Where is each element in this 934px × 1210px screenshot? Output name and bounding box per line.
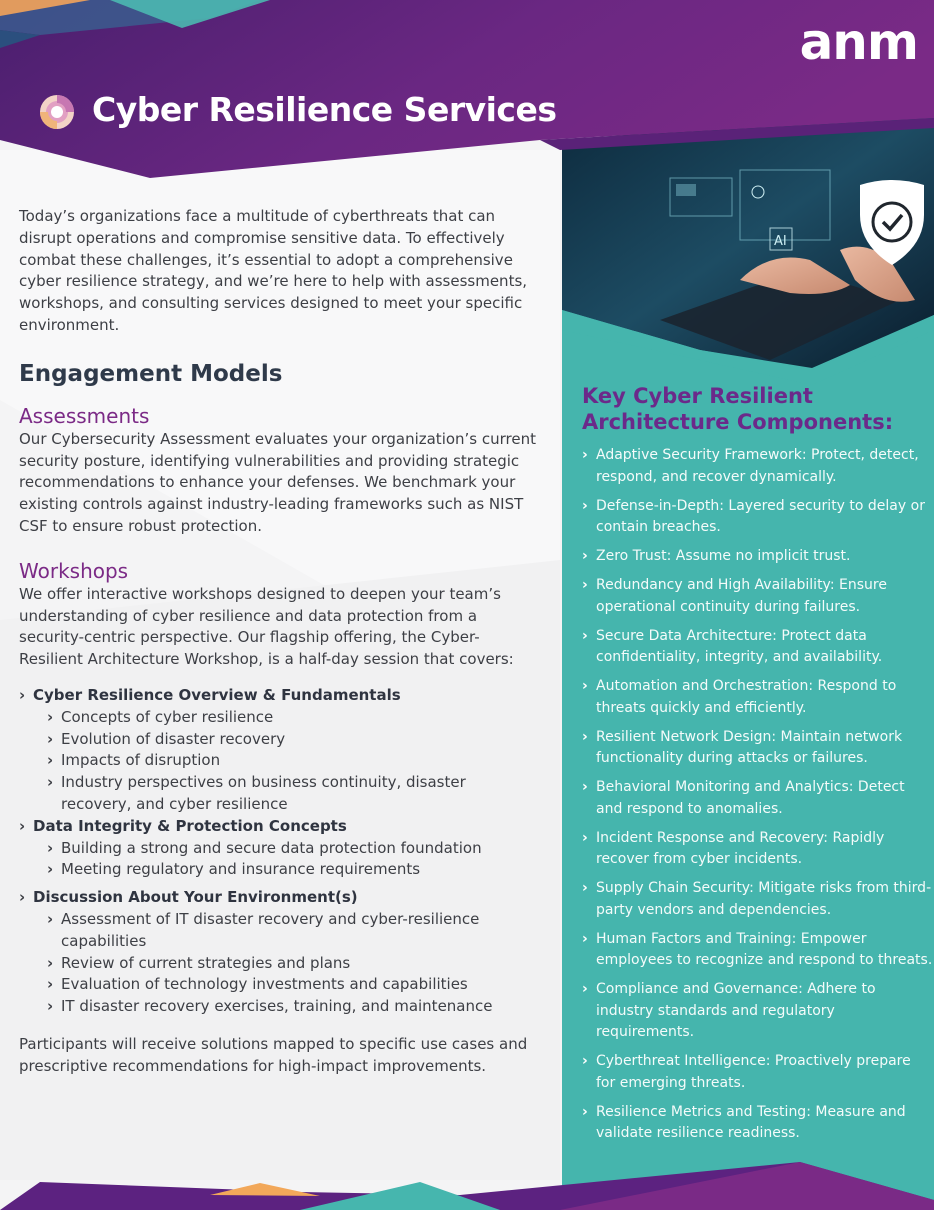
chevron-right-icon: ›	[47, 997, 54, 1016]
chevron-right-icon: ›	[19, 685, 26, 704]
list-item	[47, 707, 539, 729]
topic-title: Data Integrity & Protection Concepts	[33, 816, 347, 835]
list-item-text: IT disaster recovery exercises, training, and maintenance	[61, 997, 493, 1016]
engagement-heading: Engagement Models	[19, 360, 283, 387]
chevron-right-icon: ›	[19, 816, 26, 835]
list-item	[47, 909, 539, 953]
chevron-right-icon: ›	[582, 1103, 588, 1120]
component-text: Redundancy and High Availability: Ensure operational continuity during failures.	[596, 577, 887, 615]
list-item-text: Building a strong and secure data protection foundation	[61, 838, 482, 857]
component-text: Defense-in-Depth: Layered security to delay or contain breaches.	[596, 497, 925, 535]
workshops-title: Workshops	[19, 558, 129, 583]
list-item	[47, 859, 539, 881]
component-item	[582, 676, 934, 719]
component-item	[582, 929, 934, 972]
chevron-right-icon: ›	[582, 880, 588, 896]
brand-logo: anm	[799, 13, 918, 71]
component-item	[582, 626, 934, 669]
component-text: Secure Data Architecture: Protect data confidentiality, integrity, and availability.	[596, 627, 883, 665]
list-item	[47, 974, 539, 996]
chevron-right-icon: ›	[582, 548, 588, 564]
chevron-right-icon: ›	[47, 751, 54, 770]
chevron-right-icon: ›	[47, 975, 54, 994]
left-column	[19, 206, 539, 1078]
chevron-right-icon: ›	[582, 930, 588, 947]
component-item	[582, 575, 934, 618]
component-text: Cyberthreat Intelligence: Proactively prepare for emerging threats.	[596, 1053, 911, 1091]
chevron-right-icon: ›	[582, 447, 588, 463]
topic-item	[19, 816, 539, 881]
components-panel	[582, 383, 934, 1152]
component-item	[582, 878, 934, 921]
component-item	[582, 777, 934, 820]
topic-item	[19, 887, 539, 1018]
component-text: Automation and Orchestration: Respond to threats quickly and efficiently.	[596, 678, 897, 716]
component-text: Supply Chain Security: Mitigate risks from third-party vendors and dependencies.	[596, 880, 932, 918]
components-list	[582, 445, 934, 1145]
chevron-right-icon: ›	[47, 729, 54, 748]
assessments-title: Assessments	[19, 403, 150, 428]
list-item-text: Review of current strategies and plans	[61, 953, 351, 972]
components-title: Key Cyber Resilient Architecture Components:	[582, 384, 894, 434]
topic-title: Cyber Resilience Overview & Fundamentals	[33, 685, 401, 704]
chevron-right-icon: ›	[47, 707, 54, 726]
chevron-right-icon: ›	[582, 497, 588, 514]
list-item	[47, 750, 539, 772]
chevron-right-icon: ›	[47, 860, 54, 879]
component-item	[582, 546, 934, 568]
screen-label: AI	[774, 234, 787, 249]
component-item	[582, 979, 934, 1044]
chevron-right-icon: ›	[19, 888, 26, 907]
component-text: Incident Response and Recovery: Rapidly recover from cyber incidents.	[596, 829, 885, 867]
chevron-right-icon: ›	[582, 678, 588, 694]
component-item	[582, 496, 934, 539]
list-item	[47, 838, 539, 860]
topic-item	[19, 685, 539, 816]
component-item	[582, 1051, 934, 1094]
chevron-right-icon: ›	[582, 728, 588, 745]
list-item-text: Evaluation of technology investments and capabilities	[61, 975, 468, 994]
component-text: Human Factors and Training: Empower employees to recognize and respond to threats.	[596, 930, 933, 968]
chevron-right-icon: ›	[47, 953, 54, 972]
component-item	[582, 727, 934, 770]
component-item	[582, 828, 934, 871]
chevron-right-icon: ›	[582, 981, 588, 997]
chevron-right-icon: ›	[582, 577, 588, 593]
topic-title: Discussion About Your Environment(s)	[33, 888, 358, 907]
list-item-text: Assessment of IT disaster recovery and cyber-resilience capabilities	[61, 909, 480, 950]
component-text: Zero Trust: Assume no implicit trust.	[596, 548, 851, 564]
component-text: Behavioral Monitoring and Analytics: Detect and respond to anomalies.	[596, 779, 905, 817]
chevron-right-icon: ›	[47, 909, 54, 928]
component-text: Resilient Network Design: Maintain network functionality during attacks or failures.	[596, 728, 903, 766]
list-item-text: Impacts of disruption	[61, 751, 221, 770]
chevron-right-icon: ›	[582, 627, 588, 644]
list-item	[47, 996, 539, 1018]
chevron-right-icon: ›	[47, 773, 54, 792]
component-text: Adaptive Security Framework: Protect, detect, respond, and recover dynamically.	[596, 447, 919, 485]
page-title: Cyber Resilience Services	[92, 90, 557, 129]
list-item-text: Evolution of disaster recovery	[61, 729, 286, 748]
list-item	[47, 729, 539, 751]
component-item	[582, 1102, 934, 1145]
component-text: Compliance and Governance: Adhere to industry standards and regulatory requirements.	[596, 981, 876, 1040]
list-item	[47, 953, 539, 975]
chevron-right-icon: ›	[47, 838, 54, 857]
chevron-right-icon: ›	[582, 829, 588, 846]
target-icon	[38, 93, 76, 131]
closing-paragraph: Participants will receive solutions mapped to specific use cases and prescriptive recommendations for high-impact improvements.	[19, 1034, 528, 1075]
list-item-text: Meeting regulatory and insurance requirements	[61, 860, 421, 879]
component-item	[582, 445, 934, 488]
workshops-body: We offer interactive workshops designed to deepen your team’s understanding of cyber resilience and data protection from a security-centric perspective. Our flagship offering, the Cyber-Resilient Architecture Workshop, is a half-day session that covers:	[19, 584, 514, 669]
list-item-text: Industry perspectives on business continuity, disaster recovery, and cyber resilience	[61, 773, 466, 813]
chevron-right-icon: ›	[582, 1053, 588, 1069]
list-item	[47, 772, 539, 816]
component-text: Resilience Metrics and Testing: Measure and validate resilience readiness.	[596, 1103, 906, 1141]
intro-paragraph: Today’s organizations face a multitude of cyberthreats that can disrupt operations and compromise sensitive data. To effectively combat these challenges, it’s essential to adopt a comprehensive cyber resilience strategy, and we’re here to help with assessments, workshops, and consulting services designed to meet your specific environment.	[19, 207, 528, 334]
workshop-topics	[19, 685, 539, 1018]
chevron-right-icon: ›	[582, 779, 588, 795]
assessments-body: Our Cybersecurity Assessment evaluates your organization’s current security posture, identifying vulnerabilities and providing strategic recommendations to enhance your defenses. We benchmark your existing controls against industry-leading frameworks such as NIST CSF to ensure robust protection.	[19, 429, 537, 535]
list-item-text: Concepts of cyber resilience	[61, 707, 274, 726]
